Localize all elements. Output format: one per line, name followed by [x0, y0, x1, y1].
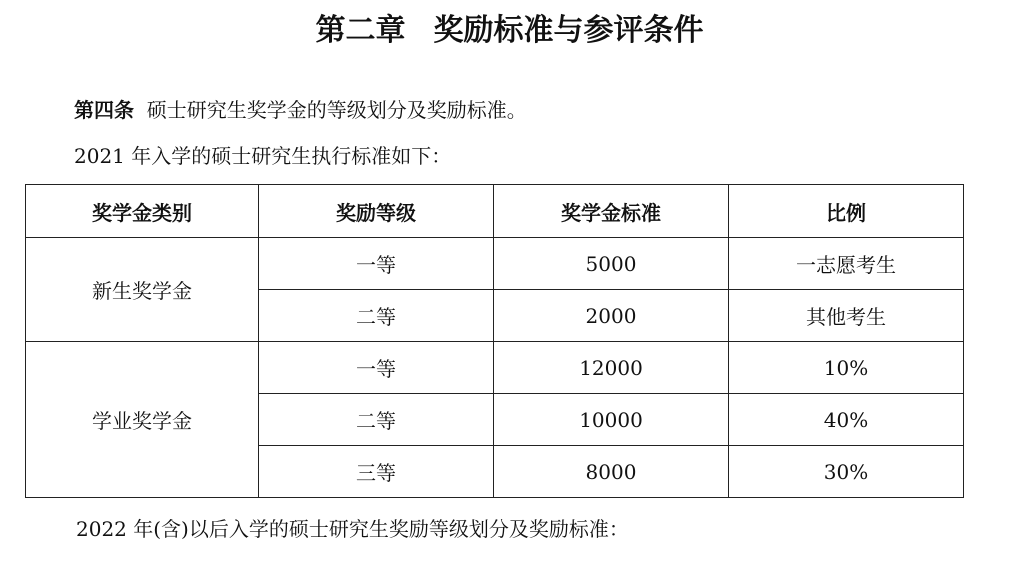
article-text: 硕士研究生奖学金的等级划分及奖励标准。 — [146, 98, 527, 122]
intro-2021: 2021 年入学的硕士研究生执行标准如下： — [74, 144, 452, 168]
ratio-cell: 40% — [729, 394, 964, 446]
table-row — [26, 342, 964, 394]
intro-2022: 2022 年(含)以后入学的硕士研究生奖励等级划分及奖励标准： — [76, 517, 629, 541]
ratio-cell: 一志愿考生 — [729, 238, 964, 290]
table-row — [26, 238, 964, 290]
amount-cell: 8000 — [494, 446, 729, 498]
level-cell: 一等 — [259, 342, 494, 394]
scholarship-table — [25, 184, 964, 498]
amount-cell: 2000 — [494, 290, 729, 342]
chapter-title — [0, 8, 1019, 54]
chapter-number: 第二章 — [315, 13, 406, 48]
header-ratio: 比例 — [729, 185, 964, 238]
header-category: 奖学金类别 — [26, 185, 259, 238]
header-level: 奖励等级 — [259, 185, 494, 238]
level-cell: 二等 — [259, 290, 494, 342]
amount-cell: 5000 — [494, 238, 729, 290]
ratio-cell: 30% — [729, 446, 964, 498]
amount-cell: 12000 — [494, 342, 729, 394]
category-cell: 学业奖学金 — [26, 342, 259, 498]
article-paragraph — [74, 95, 527, 125]
header-amount: 奖学金标准 — [494, 185, 729, 238]
amount-cell: 10000 — [494, 394, 729, 446]
level-cell: 一等 — [259, 238, 494, 290]
level-cell: 三等 — [259, 446, 494, 498]
ratio-cell: 其他考生 — [729, 290, 964, 342]
chapter-name: 奖励标准与参评条件 — [433, 13, 704, 48]
ratio-cell: 10% — [729, 342, 964, 394]
category-cell: 新生奖学金 — [26, 238, 259, 342]
level-cell: 二等 — [259, 394, 494, 446]
article-label: 第四条 — [74, 98, 134, 122]
table-header-row — [26, 185, 964, 238]
